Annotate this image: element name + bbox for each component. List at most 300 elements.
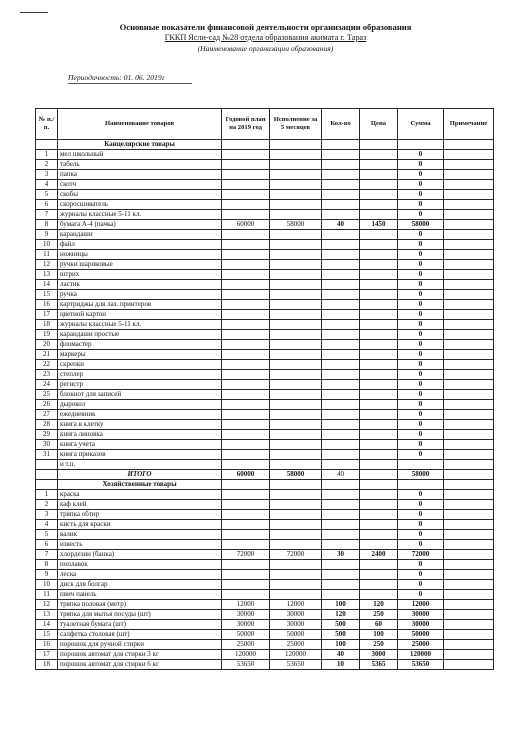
sum: 0 xyxy=(398,570,444,580)
annual-plan: 53650 xyxy=(222,660,270,670)
execution-5-months xyxy=(270,250,322,260)
table-row xyxy=(36,360,494,370)
table-row xyxy=(36,310,494,320)
note xyxy=(444,610,494,620)
item-name: скотч xyxy=(58,180,222,190)
table-row xyxy=(36,560,494,570)
quantity xyxy=(322,420,360,430)
price xyxy=(360,170,398,180)
annual-plan: 12000 xyxy=(222,600,270,610)
quantity xyxy=(322,230,360,240)
sum: 0 xyxy=(398,580,444,590)
table-row xyxy=(36,390,494,400)
quantity xyxy=(322,560,360,570)
sum: 72000 xyxy=(398,550,444,560)
annual-plan xyxy=(222,530,270,540)
execution-5-months xyxy=(270,490,322,500)
annual-plan: 30000 xyxy=(222,610,270,620)
table-row xyxy=(36,650,494,660)
row-number: 15 xyxy=(36,290,58,300)
note xyxy=(444,390,494,400)
table-row xyxy=(36,600,494,610)
execution-5-months xyxy=(270,280,322,290)
item-name: кисть для краски xyxy=(58,520,222,530)
quantity xyxy=(322,570,360,580)
quantity xyxy=(322,240,360,250)
quantity xyxy=(322,530,360,540)
table-row xyxy=(36,520,494,530)
col-header-price: Цена xyxy=(360,109,398,140)
execution-5-months: 72000 xyxy=(270,550,322,560)
price xyxy=(360,300,398,310)
item-name: порошок автомат для стирки 3 кг xyxy=(58,650,222,660)
annual-plan xyxy=(222,390,270,400)
total-sum: 58000 xyxy=(398,470,444,480)
execution-5-months xyxy=(270,340,322,350)
quantity xyxy=(322,250,360,260)
row-number: 2 xyxy=(36,500,58,510)
annual-plan xyxy=(222,180,270,190)
total-plan: 60000 xyxy=(222,470,270,480)
execution-5-months xyxy=(270,570,322,580)
item-name: каф клей xyxy=(58,500,222,510)
quantity: 500 xyxy=(322,630,360,640)
table-row xyxy=(36,220,494,230)
organization-caption: (Наименование организации образования) xyxy=(197,44,334,53)
quantity xyxy=(322,500,360,510)
annual-plan xyxy=(222,560,270,570)
annual-plan xyxy=(222,350,270,360)
row-number: 6 xyxy=(36,200,58,210)
quantity xyxy=(322,170,360,180)
row-number: 12 xyxy=(36,260,58,270)
note xyxy=(444,310,494,320)
table-row xyxy=(36,380,494,390)
quantity xyxy=(322,260,360,270)
col-header-plan: Годовой план на 2019 год xyxy=(222,109,270,140)
price xyxy=(360,370,398,380)
annual-plan xyxy=(222,370,270,380)
item-name: маркеры xyxy=(58,350,222,360)
note xyxy=(444,620,494,630)
note xyxy=(444,450,494,460)
note xyxy=(444,580,494,590)
price xyxy=(360,270,398,280)
price xyxy=(360,410,398,420)
price xyxy=(360,210,398,220)
row-number: 13 xyxy=(36,610,58,620)
section-empty-cell xyxy=(222,480,270,490)
sum: 120000 xyxy=(398,650,444,660)
price: 3000 xyxy=(360,650,398,660)
price xyxy=(360,150,398,160)
quantity xyxy=(322,180,360,190)
col-header-num: № п./п. xyxy=(36,109,58,140)
price xyxy=(360,230,398,240)
execution-5-months: 30000 xyxy=(270,610,322,620)
price xyxy=(360,380,398,390)
annual-plan xyxy=(222,150,270,160)
sum: 0 xyxy=(398,150,444,160)
execution-5-months xyxy=(270,300,322,310)
table-row xyxy=(36,620,494,630)
annual-plan xyxy=(222,210,270,220)
note xyxy=(444,410,494,420)
sum: 0 xyxy=(398,290,444,300)
item-name: пвич панель xyxy=(58,590,222,600)
sum: 0 xyxy=(398,170,444,180)
section-empty-cell xyxy=(444,480,494,490)
row-number: 23 xyxy=(36,370,58,380)
execution-5-months xyxy=(270,400,322,410)
quantity xyxy=(322,390,360,400)
quantity: 30 xyxy=(322,550,360,560)
item-name: известь xyxy=(58,540,222,550)
execution-5-months xyxy=(270,460,322,470)
table-row xyxy=(36,160,494,170)
note xyxy=(444,530,494,540)
item-name: бумага А-4 (пачка) xyxy=(58,220,222,230)
price xyxy=(360,200,398,210)
row-number: 15 xyxy=(36,630,58,640)
price xyxy=(360,390,398,400)
price xyxy=(360,560,398,570)
note xyxy=(444,660,494,670)
col-header-sum: Сумма xyxy=(398,109,444,140)
section-title: Канцелярские товары xyxy=(58,140,222,150)
execution-5-months xyxy=(270,440,322,450)
total-num-cell xyxy=(36,470,58,480)
sum: 0 xyxy=(398,200,444,210)
note xyxy=(444,280,494,290)
quantity xyxy=(322,300,360,310)
price xyxy=(360,430,398,440)
row-number: 22 xyxy=(36,360,58,370)
annual-plan xyxy=(222,520,270,530)
item-name: фломастер xyxy=(58,340,222,350)
note xyxy=(444,220,494,230)
row-number: 3 xyxy=(36,510,58,520)
price xyxy=(360,180,398,190)
note xyxy=(444,460,494,470)
row-number: 9 xyxy=(36,230,58,240)
table-row xyxy=(36,300,494,310)
table-row xyxy=(36,240,494,250)
sum: 30000 xyxy=(398,610,444,620)
price: 120 xyxy=(360,600,398,610)
quantity xyxy=(322,400,360,410)
table-row xyxy=(36,640,494,650)
price: 2400 xyxy=(360,550,398,560)
table-row xyxy=(36,190,494,200)
execution-5-months xyxy=(270,260,322,270)
execution-5-months xyxy=(270,500,322,510)
row-number: 16 xyxy=(36,640,58,650)
table-row xyxy=(36,320,494,330)
annual-plan: 60000 xyxy=(222,220,270,230)
annual-plan xyxy=(222,380,270,390)
total-label: ИТОГО xyxy=(58,470,222,480)
sum: 0 xyxy=(398,560,444,570)
execution-5-months xyxy=(270,430,322,440)
quantity xyxy=(322,310,360,320)
sum: 12000 xyxy=(398,600,444,610)
note xyxy=(444,650,494,660)
execution-5-months xyxy=(270,510,322,520)
table-row xyxy=(36,280,494,290)
quantity xyxy=(322,510,360,520)
execution-5-months xyxy=(270,390,322,400)
quantity xyxy=(322,320,360,330)
row-number: 12 xyxy=(36,600,58,610)
item-name: книга линовка xyxy=(58,430,222,440)
row-number: 1 xyxy=(36,150,58,160)
item-name: валик xyxy=(58,530,222,540)
table-row xyxy=(36,540,494,550)
note xyxy=(444,260,494,270)
sum: 0 xyxy=(398,210,444,220)
section-empty-cell xyxy=(398,480,444,490)
price xyxy=(360,350,398,360)
organization-name-text: ГККП Ясли-сад №28 отдела образования акимата г. Тараз xyxy=(164,33,367,42)
annual-plan xyxy=(222,440,270,450)
execution-5-months xyxy=(270,520,322,530)
execution-5-months xyxy=(270,540,322,550)
row-number: 11 xyxy=(36,590,58,600)
annual-plan xyxy=(222,460,270,470)
execution-5-months xyxy=(270,450,322,460)
note xyxy=(444,250,494,260)
sum: 30000 xyxy=(398,620,444,630)
execution-5-months xyxy=(270,580,322,590)
sum: 0 xyxy=(398,450,444,460)
table-row xyxy=(36,350,494,360)
quantity xyxy=(322,370,360,380)
annual-plan xyxy=(222,590,270,600)
note xyxy=(444,290,494,300)
table-row xyxy=(36,630,494,640)
price xyxy=(360,450,398,460)
sum: 0 xyxy=(398,280,444,290)
sum: 0 xyxy=(398,260,444,270)
note xyxy=(444,240,494,250)
note xyxy=(444,160,494,170)
annual-plan xyxy=(222,200,270,210)
row-number: 27 xyxy=(36,410,58,420)
annual-plan xyxy=(222,250,270,260)
item-name: ежедневник xyxy=(58,410,222,420)
sum: 0 xyxy=(398,420,444,430)
execution-5-months: 25000 xyxy=(270,640,322,650)
execution-5-months xyxy=(270,530,322,540)
note xyxy=(444,520,494,530)
row-number: 5 xyxy=(36,190,58,200)
quantity xyxy=(322,200,360,210)
table-row xyxy=(36,250,494,260)
execution-5-months xyxy=(270,410,322,420)
sum xyxy=(398,460,444,470)
sum: 0 xyxy=(398,160,444,170)
quantity xyxy=(322,540,360,550)
price xyxy=(360,490,398,500)
row-number: 13 xyxy=(36,270,58,280)
item-name: карандаши простые xyxy=(58,330,222,340)
item-name: журналы классные 5-11 кл. xyxy=(58,320,222,330)
quantity xyxy=(322,340,360,350)
annual-plan xyxy=(222,540,270,550)
execution-5-months xyxy=(270,290,322,300)
table-row xyxy=(36,170,494,180)
sum: 0 xyxy=(398,540,444,550)
sum: 0 xyxy=(398,530,444,540)
price xyxy=(360,530,398,540)
quantity: 500 xyxy=(322,620,360,630)
price: 5365 xyxy=(360,660,398,670)
row-number: 31 xyxy=(36,450,58,460)
execution-5-months: 50000 xyxy=(270,630,322,640)
row-number: 5 xyxy=(36,530,58,540)
item-name: краска xyxy=(58,490,222,500)
note xyxy=(444,300,494,310)
execution-5-months xyxy=(270,560,322,570)
item-name: диск для болгар xyxy=(58,580,222,590)
note xyxy=(444,170,494,180)
item-name: ластик xyxy=(58,280,222,290)
execution-5-months: 53650 xyxy=(270,660,322,670)
annual-plan xyxy=(222,340,270,350)
note xyxy=(444,330,494,340)
execution-5-months: 120000 xyxy=(270,650,322,660)
annual-plan xyxy=(222,490,270,500)
quantity xyxy=(322,150,360,160)
item-name: поплавок xyxy=(58,560,222,570)
row-number: 28 xyxy=(36,420,58,430)
item-name: салфетка столовая (шт) xyxy=(58,630,222,640)
quantity: 10 xyxy=(322,660,360,670)
item-name: табель xyxy=(58,160,222,170)
quantity xyxy=(322,360,360,370)
table-row xyxy=(36,290,494,300)
row-number: 30 xyxy=(36,440,58,450)
quantity xyxy=(322,330,360,340)
price: 1450 xyxy=(360,220,398,230)
sum: 0 xyxy=(398,320,444,330)
quantity: 40 xyxy=(322,650,360,660)
note xyxy=(444,600,494,610)
note xyxy=(444,380,494,390)
price xyxy=(360,330,398,340)
col-header-qty: Кол-во xyxy=(322,109,360,140)
note xyxy=(444,590,494,600)
annual-plan xyxy=(222,270,270,280)
annual-plan xyxy=(222,280,270,290)
sum: 0 xyxy=(398,380,444,390)
section-empty-cell xyxy=(270,140,322,150)
quantity xyxy=(322,210,360,220)
row-number: 3 xyxy=(36,170,58,180)
section-empty-cell xyxy=(222,140,270,150)
note xyxy=(444,190,494,200)
note xyxy=(444,440,494,450)
periodicity-underline xyxy=(68,83,192,84)
price xyxy=(360,520,398,530)
quantity xyxy=(322,440,360,450)
row-number: 7 xyxy=(36,210,58,220)
price xyxy=(360,260,398,270)
section-empty-cell xyxy=(444,140,494,150)
row-number: 16 xyxy=(36,300,58,310)
item-name: книга приказов xyxy=(58,450,222,460)
note xyxy=(444,180,494,190)
table-row xyxy=(36,590,494,600)
total-note xyxy=(444,470,494,480)
annual-plan xyxy=(222,310,270,320)
row-number: 9 xyxy=(36,570,58,580)
item-name: ручки шариковые xyxy=(58,260,222,270)
annual-plan: 25000 xyxy=(222,640,270,650)
sum: 0 xyxy=(398,330,444,340)
item-name: карандаши xyxy=(58,230,222,240)
quantity: 40 xyxy=(322,220,360,230)
price: 100 xyxy=(360,630,398,640)
execution-5-months xyxy=(270,380,322,390)
quantity xyxy=(322,290,360,300)
annual-plan: 30000 xyxy=(222,620,270,630)
row-number: 18 xyxy=(36,660,58,670)
sum: 0 xyxy=(398,490,444,500)
item-name: леска xyxy=(58,570,222,580)
annual-plan xyxy=(222,360,270,370)
annual-plan xyxy=(222,300,270,310)
execution-5-months xyxy=(270,210,322,220)
note xyxy=(444,500,494,510)
table-header-row xyxy=(36,109,494,140)
item-name: штрих xyxy=(58,270,222,280)
note xyxy=(444,200,494,210)
annual-plan xyxy=(222,500,270,510)
execution-5-months xyxy=(270,200,322,210)
table-row xyxy=(36,230,494,240)
row-number: 17 xyxy=(36,310,58,320)
item-name: блокнот для записей xyxy=(58,390,222,400)
item-name: картриджы для лаз. принтеров xyxy=(58,300,222,310)
execution-5-months xyxy=(270,320,322,330)
note xyxy=(444,150,494,160)
item-name: мел школьный xyxy=(58,150,222,160)
item-name: тряпка для мытья посуды (шт) xyxy=(58,610,222,620)
note xyxy=(444,510,494,520)
item-name: степлер xyxy=(58,370,222,380)
quantity xyxy=(322,450,360,460)
item-name: регистр xyxy=(58,380,222,390)
note xyxy=(444,360,494,370)
periodicity: Периодичность: 01. 06. 2019г xyxy=(68,73,165,82)
note xyxy=(444,640,494,650)
total-price xyxy=(360,470,398,480)
price: 250 xyxy=(360,610,398,620)
annual-plan xyxy=(222,400,270,410)
table-row xyxy=(36,420,494,430)
row-number: 4 xyxy=(36,520,58,530)
price xyxy=(360,310,398,320)
price xyxy=(360,160,398,170)
annual-plan xyxy=(222,170,270,180)
price xyxy=(360,500,398,510)
annual-plan xyxy=(222,570,270,580)
note xyxy=(444,540,494,550)
row-number: 20 xyxy=(36,340,58,350)
row-number: 25 xyxy=(36,390,58,400)
